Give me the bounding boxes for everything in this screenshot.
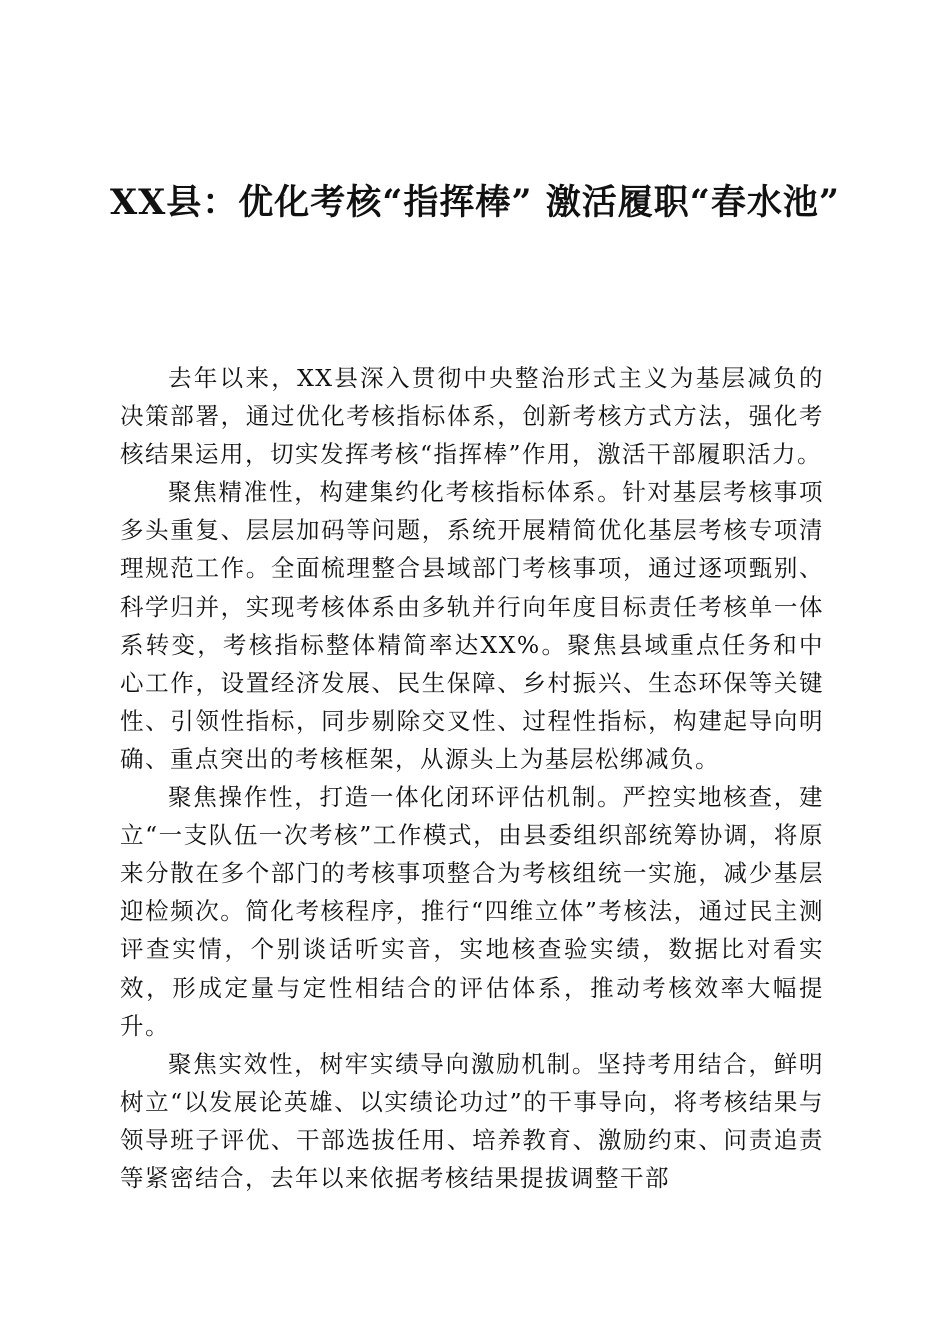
document-body [120, 359, 824, 1197]
paragraph-intro: 去年以来，XX县深入贯彻中央整治形式主义为基层减负的决策部署，通过优化考核指标体系，创新考核方式方法，强化考核结果运用，切实发挥考核“指挥棒”作用，激活干部履职活力。 [120, 364, 824, 469]
paragraph-precision: 聚焦精准性，构建集约化考核指标体系。针对基层考核事项多头重复、层层加码等问题，系统开展精简优化基层考核专项清理规范工作。全面梳理整合县域部门考核事项，通过逐项甄别、科学归并，实现考核体系由多轨并行向年度目标责任考核单一体系转变，考核指标整体精简率达XX%。聚焦县域重点任务和中心工作，设置经济发展、民生保障、乡村振兴、生态环保等关键性、引领性指标，同步剔除交叉性、过程性指标，构建起导向明确、重点突出的考核框架，从源头上为基层松绑减负。 [120, 478, 824, 773]
paragraph-operability: 聚焦操作性，打造一体化闭环评估机制。严控实地核查，建立“一支队伍一次考核”工作模式，由县委组织部统筹协调，将原来分散在多个部门的考核事项整合为考核组统一实施，减少基层迎检频次。简化考核程序，推行“四维立体”考核法，通过民主测评查实情，个别谈话听实音，实地核查验实绩，数据比对看实效，形成定量与定性相结合的评估体系，推动考核效率大幅提升。 [120, 783, 824, 1040]
paragraph-effectiveness: 聚焦实效性，树牢实绩导向激励机制。坚持考用结合，鲜明树立“以发展论英雄、以实绩论功过”的干事导向，将考核结果与领导班子评优、干部选拔任用、培养教育、激励约束、问责追责等紧密结合，去年以来依据考核结果提拔调整干部 [120, 1049, 824, 1192]
document-title: XX县：优化考核“指挥棒” 激活履职“春水池” [109, 182, 841, 223]
